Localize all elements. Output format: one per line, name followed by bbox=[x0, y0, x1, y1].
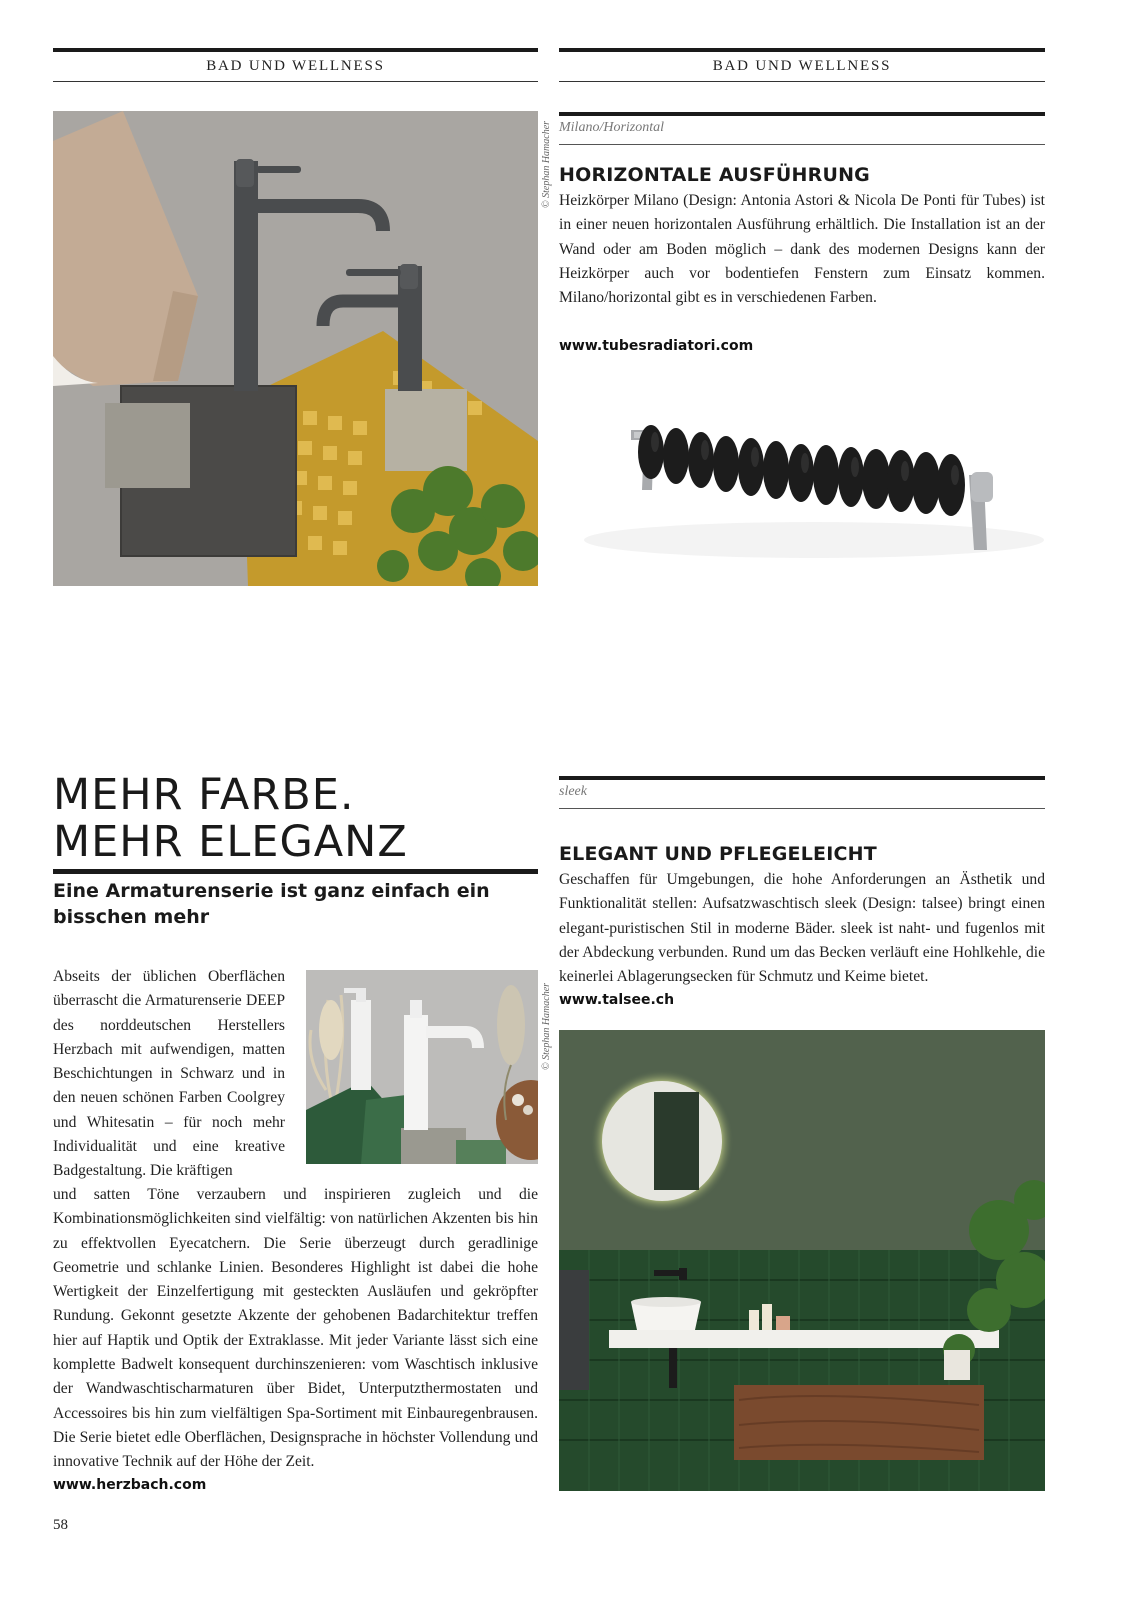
sleek-body: Geschaffen für Umgebungen, die hohe Anforderungen an Ästhetik und Funktionalität stellen: Aufsatzwaschtisch sleek (Design: talsee) bringt einen elegant-puristischen Stil in moderne Bäder. sleek ist naht- und fugenlos mit der Abdeckung verbunden. Rund um das Becken verläuft eine Hohlkehle, die keinerlei Ablagerungsecken für Schmutz und Keime bietet. bbox=[559, 871, 1045, 986]
page-number: 58 bbox=[53, 1517, 68, 1533]
milano-body: Heizkörper Milano (Design: Antonia Astori & Nicola De Ponti für Tubes) ist in einer neuen horizontalen Ausführung erhältlich. Die Installation ist an der Wand oder am Boden möglich – dank des modernen Designs kann der Heizkörper auch vor bodentiefen Fenstern zum Einsatz kommen. Milano/horizontal gibt es in verschiedenen Farben. bbox=[559, 192, 1045, 307]
title-rule bbox=[53, 869, 538, 874]
talsee-url-link[interactable]: www.talsee.ch bbox=[559, 992, 675, 1008]
article-body-narrow: Abseits der üblichen Oberflächen überrascht die Armaturenserie DEEP des norddeutschen Herstellers Herzbach mit aufwendigen, matten Beschichtungen in Schwarz und in den neuen schönen Farben Coolgrey und Whitesatin – für noch mehr Individualität und eine kreative Badgestaltung. Die kräftigen bbox=[53, 968, 285, 1180]
green-bathroom-photo bbox=[559, 1030, 1045, 1491]
article-title bbox=[53, 772, 543, 866]
photo-credit-bottom: © Stephan Hamacher bbox=[541, 982, 552, 1070]
photo-credit-top: © Stephan Hamacher bbox=[541, 120, 552, 208]
milano-url-link[interactable]: www.tubesradiatori.com bbox=[559, 338, 754, 354]
white-faucet-photo bbox=[306, 970, 538, 1164]
radiator-photo bbox=[559, 380, 1045, 590]
milano-headline: HORIZONTALE AUSFÜHRUNG bbox=[559, 164, 870, 186]
sleek-caption: sleek bbox=[559, 776, 1045, 809]
right-section-header: BAD UND WELLNESS bbox=[559, 48, 1045, 82]
milano-caption: Milano/Horizontal bbox=[559, 112, 1045, 145]
article-title-line-2: MEHR ELEGANZ bbox=[53, 817, 408, 867]
left-section-header: BAD UND WELLNESS bbox=[53, 48, 538, 82]
faucet-moodboard-photo bbox=[53, 111, 538, 586]
sleek-headline: ELEGANT UND PFLEGELEICHT bbox=[559, 843, 877, 865]
article-subtitle: Eine Armaturenserie ist ganz einfach ein bisschen mehr bbox=[53, 880, 490, 928]
article-body-wide: und satten Töne verzaubern und inspirieren zugleich und die Kombinationsmöglichkeiten sind vielfältig: von natürlichen Akzenten bis hin zu effektvollen Eyecatchern. Die Serie überzeugt durch geradlinige Geometrie und schlanke Linien. Besonderes Highlight ist dabei die hohe Wertigkeit der Einzelfertigung mit gesteckten Ausläufen und gekröpfter Rundung. Gekonnt gesetzte Akzente der gehobenen Badarchitektur treffen hier auf Haptik und Optik der Extraklasse. Mit jeder Variante lässt sich eine komplette Badwelt konsequent durchinszenieren: vom Waschtisch inklusive der Wandwaschtischarmaturen über Bidet, Unterputzthermostaten und Accessoires bis hin zum vielfältigen Spa-Sortiment mit Einbauregenbrausen. Die Serie bietet edle Oberflächen, Designsprache in höchster Vollendung und innovative Technik auf der Höhe der Zeit. bbox=[53, 1186, 538, 1471]
herzbach-url-link[interactable]: www.herzbach.com bbox=[53, 1477, 207, 1493]
article-title-line-1: MEHR FARBE. bbox=[53, 770, 355, 820]
